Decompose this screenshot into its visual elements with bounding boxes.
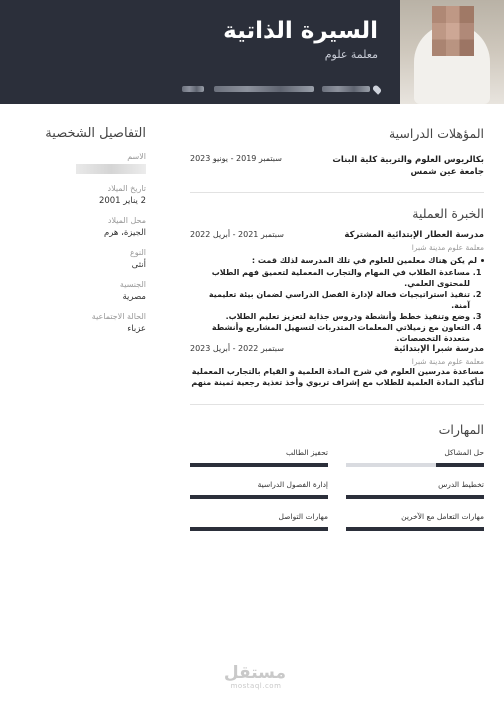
redacted-phone: [182, 86, 204, 92]
redacted-address: [322, 86, 370, 92]
experience-title: الخبرة العملية: [412, 206, 484, 221]
contact-email: [214, 82, 314, 96]
field-marital-status-label: الحالة الاجتماعية: [91, 312, 146, 321]
skill-fill: [190, 527, 328, 531]
field-birthdate-value: 2 يناير 2001: [98, 196, 146, 206]
field-birthplace-value: الجيزة، هرم: [103, 228, 146, 238]
education-date: سبتمبر 2019 - يونيو 2023: [190, 154, 282, 163]
logo-text: مستقل: [223, 663, 286, 683]
list-item: 1. مساعدة الطلاب في المهام والتجارب المعملية لتعميق فهم الطلاب للمحتوى العلمي.: [190, 267, 470, 289]
skill-fill: [346, 527, 484, 531]
job-1-tasks: [190, 267, 484, 344]
skill-fill: [436, 463, 484, 467]
job-1-date: سبتمبر 2021 - أبريل 2022: [190, 230, 284, 239]
field-nationality-value: مصرية: [122, 292, 146, 302]
list-item: 4. التعاون مع زميلاتي المعلمات المتدربات لتسهيل المشاريع وأنشطة متعددة التخصصات.: [190, 322, 470, 344]
skill-name: حل المشاكل: [444, 448, 484, 457]
skill-fill: [190, 463, 328, 467]
main-column: [172, 104, 504, 707]
redacted-email: [214, 86, 314, 92]
skill-bar: [346, 495, 484, 499]
skill-name: تحفيز الطالب: [286, 448, 328, 457]
job-2-role: معلمة علوم مدينة شبرا: [411, 357, 484, 366]
skill-item: [346, 448, 484, 467]
job-1-intro: لم يكن هناك معلمين للعلوم في تلك المدرسة لذلك قمت :: [190, 255, 484, 266]
education-school: بكالريوس العلوم والتربية كلية البنات جامعة عين شمس: [332, 155, 484, 177]
profile-photo: [400, 0, 504, 104]
location-pin-icon: [372, 84, 383, 95]
skills-title: المهارات: [438, 422, 484, 437]
skill-bar: [346, 463, 484, 467]
personal-details-panel: [0, 104, 172, 707]
skill-name: مهارات التعامل مع الآخرين: [401, 512, 484, 521]
field-birthplace-label: محل الميلاد: [107, 216, 146, 225]
section-divider: [190, 404, 484, 405]
skill-item: [346, 480, 484, 499]
job-item-2: [190, 344, 484, 388]
job-2-date: سبتمبر 2022 - أبريل 2023: [190, 344, 284, 353]
skill-bar: [190, 463, 328, 467]
skill-item: [190, 512, 328, 531]
resume-title: السيرة الذاتية: [223, 18, 378, 44]
list-item: 2. تنفيذ استراتيجيات فعالة لإدارة الفصل الدراسي لضمان بيئة تعليمية آمنة.: [190, 289, 470, 311]
field-birthdate-label: تاريخ الميلاد: [107, 184, 146, 193]
skill-bar: [346, 527, 484, 531]
field-name: [16, 152, 146, 174]
contact-location: [322, 82, 380, 96]
field-gender-value: أنثى: [131, 260, 146, 270]
section-divider: [190, 192, 484, 193]
redacted-name: [76, 164, 146, 174]
field-name-label: الاسم: [127, 152, 146, 161]
field-marital-status-value: عزباء: [127, 324, 146, 334]
field-birthdate: [16, 184, 146, 206]
job-1-name: مدرسة العطار الإبتدائية المشتركة: [344, 230, 484, 240]
list-item: 3. وضع وتنفيذ خطط وأنشطة ودروس جذابة لتعزيز تعليم الطلاب.: [190, 311, 470, 322]
skill-name: تخطيط الدرس: [438, 480, 484, 489]
skill-item: [190, 448, 328, 467]
contact-phone: [182, 82, 204, 96]
field-nationality: [16, 280, 146, 302]
skill-item: [346, 512, 484, 531]
skill-fill: [190, 495, 328, 499]
mostaql-logo: [223, 663, 286, 690]
skill-bar: [190, 527, 328, 531]
bullet-icon: [481, 259, 484, 262]
logo-subtext: mostaql.com: [230, 682, 282, 690]
field-nationality-label: الجنسية: [119, 280, 146, 289]
job-2-name: مدرسة شبرا الإبتدائية: [393, 344, 484, 354]
skill-bar: [190, 495, 328, 499]
skill-fill: [346, 495, 484, 499]
job-1-role: معلمة علوم مدينة شبرا: [411, 243, 484, 252]
job-2-description: مساعدة مدرسين العلوم في شرح المادة العلمية و القيام بالتجارب المعملية لتأكيد المادة العلمية للطلاب مع إشراف تربوي وأخذ تغذية رجعية ثمينة منهم: [191, 367, 484, 387]
field-marital-status: [16, 312, 146, 334]
field-gender-label: النوع: [130, 248, 146, 257]
field-gender: [16, 248, 146, 270]
resume-header: [0, 0, 504, 104]
skill-name: مهارات التواصل: [278, 512, 328, 521]
job-title: معلمة علوم: [324, 48, 378, 61]
job-item-1: [190, 230, 484, 344]
personal-details-title: التفاصيل الشخصية: [45, 126, 146, 141]
skill-name: إدارة الفصول الدراسية: [257, 480, 328, 489]
skill-item: [190, 480, 328, 499]
education-title: المؤهلات الدراسية: [388, 126, 484, 141]
field-birthplace: [16, 216, 146, 238]
